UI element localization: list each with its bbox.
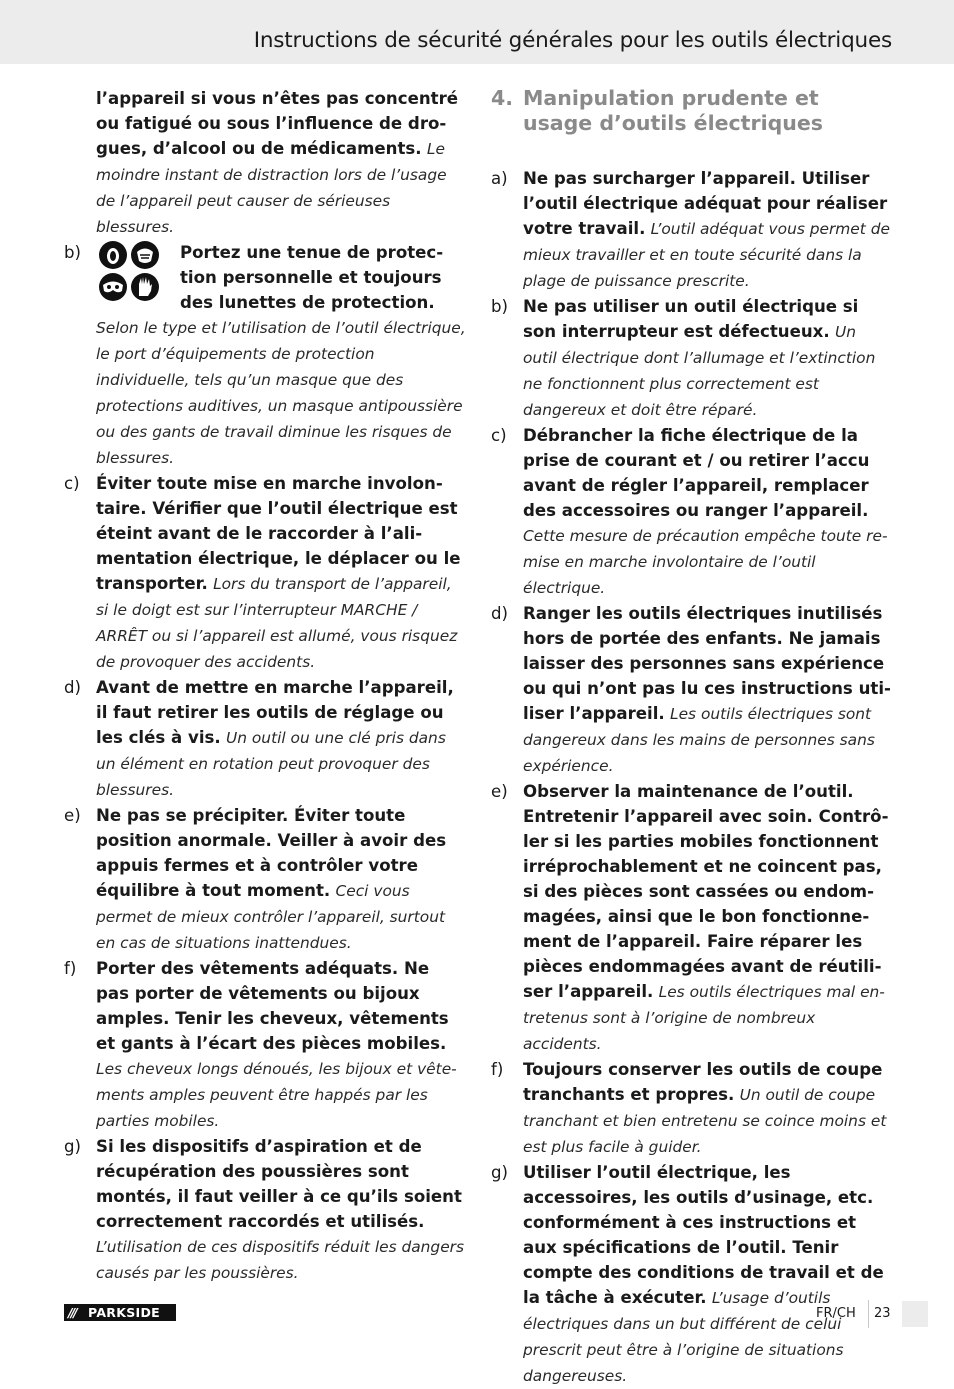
dust-mask-icon (131, 241, 159, 269)
item-italic-text: Les outils électriques mal entretenus sont à l’origine de nombreux accidents. (523, 983, 885, 1053)
section-heading (489, 86, 893, 136)
item-bold-text: Utiliser l’outil électrique, les accessoires, les outils d’usinage, etc. conformément à ces instructions et aux spécifications de l’outil. Tenir compte des conditions de travail et de la tâche à exécuter. (523, 1163, 884, 1307)
item-bold-text: Si les dispositifs d’aspiration et de récupération des poussières sont montés, il faut veiller à ce qu’ils soient correctement raccordés et utilisés. (96, 1137, 462, 1231)
logo-text: PARKSIDE (88, 1305, 160, 1320)
item-bold-text: Observer la maintenance de l’outil. Entretenir l’appareil avec soin. Contrôler si les parties mobiles fonctionnent irréprochablement et ne coincent pas, si des pièces sont cassées ou endommagées, ainsi que le bon fonctionnement de l’appareil. Faire réparer les pièces endommagées avant de réutiliser l’appareil. (523, 782, 889, 1001)
item-label: e) (64, 806, 81, 825)
item-italic-text: Selon le type et l’utilisation de l’outil électrique, le port d’équipements de protection individuelle, tels qu’un masque que des protections auditives, un masque antipoussière ou des gants de travail diminue les risques de blessures. (96, 319, 466, 467)
ear-protection-icon (99, 241, 127, 269)
gloves-icon (131, 273, 159, 301)
item-bold-text: Éviter toute mise en marche involontaire. Vérifier que l’outil électrique est éteint avant de le raccorder à l’alimentation électrique, le déplacer ou le transporter. (96, 474, 461, 593)
item-italic-text: L’usage d’outils électriques dans un but différent de celui prescrit peut être à l’origine de situations dangereuses. (523, 1289, 844, 1385)
left-column (62, 86, 466, 1286)
list-item-e (62, 803, 466, 956)
item-italic-text: Le moindre instant de distraction lors de l’usage de l’appareil peut causer de sérieuses blessures. (96, 140, 447, 236)
eye-protection-icon (99, 273, 127, 301)
item-italic-text: Ceci vous permet de mieux contrôler l’appareil, surtout en cas de situations inattendues. (96, 882, 445, 952)
section-title-text: Manipulation prudente et usage d’outils électriques (523, 86, 823, 135)
section-number: 4. (491, 86, 514, 110)
footer-tab-marker (902, 1301, 928, 1327)
item-italic-text: Cette mesure de précaution empêche toute remise en marche involontaire de l’outil électrique. (523, 527, 888, 597)
item-label: f) (491, 1060, 504, 1079)
item-bold-text: Ne pas se précipiter. Éviter toute position anormale. Veiller à avoir des appuis fermes et à contrôler votre équilibre à tout moment. (96, 806, 447, 900)
right-column (489, 86, 893, 1389)
ppe-icons (98, 240, 160, 302)
item-label: d) (64, 678, 82, 697)
list-item-b (489, 294, 893, 423)
item-label: g) (491, 1163, 509, 1182)
list-item-continuation (62, 86, 466, 240)
item-bold-text: Avant de mettre en marche l’appareil, il faut retirer les outils de réglage ou les clés à vis. (96, 678, 454, 747)
item-italic-text: Les outils électriques sont dangereux dans les mains de personnes sans expérience. (523, 705, 875, 775)
item-bold-text: Débrancher la fiche électrique de la prise de courant et / ou retirer l’accu avant de régler l’appareil, remplacer des accessoires ou ranger l’appareil. (523, 426, 870, 520)
list-item-f (62, 956, 466, 1134)
page-header (0, 0, 954, 64)
parkside-logo (64, 1304, 176, 1321)
item-bold-text: Portez une tenue de protection personnelle et toujours des lunettes de protection. (180, 243, 444, 312)
item-label: b) (64, 243, 82, 262)
list-item-e (489, 779, 893, 1057)
item-italic-text: Un outil de coupe tranchant et bien entretenu se coince moins et est plus facile à guider. (523, 1086, 887, 1156)
item-bold-text: Ne pas utiliser un outil électrique si son interrupteur est défectueux. (523, 297, 859, 341)
item-label: f) (64, 959, 77, 978)
item-label: a) (491, 169, 508, 188)
page-title: Instructions de sécurité générales pour les outils électriques (253, 28, 892, 53)
list-item-d (62, 675, 466, 803)
logo-stripes: /// (68, 1305, 76, 1320)
item-label: d) (491, 604, 509, 623)
list-item-f (489, 1057, 893, 1160)
item-label: c) (64, 474, 80, 493)
item-italic-text: Un outil ou une clé pris dans un élément en rotation peut provoquer des blessures. (96, 729, 446, 799)
item-italic-text: Un outil électrique dont l’allumage et l’extinction ne fonctionnent plus correctement est dangereux et doit être réparé. (523, 323, 876, 419)
item-label: e) (491, 782, 508, 801)
item-label: g) (64, 1137, 82, 1156)
list-item-c (489, 423, 893, 601)
item-label: c) (491, 426, 507, 445)
item-italic-text: L’utilisation de ces dispositifs réduit les dangers causés par les poussières. (96, 1238, 465, 1282)
item-bold-text: Ne pas surcharger l’appareil. Utiliser l’outil électrique adéquat pour réaliser votre travail. (523, 169, 888, 238)
list-item-g (62, 1134, 466, 1286)
item-bold-text: Toujours conserver les outils de coupe tranchants et propres. (523, 1060, 883, 1104)
item-italic-text: Les cheveux longs dénoués, les bijoux et vêtements amples peuvent être happés par les parties mobiles. (96, 1060, 457, 1130)
item-bold-text: Ranger les outils électriques inutilisés hors de portée des enfants. Ne jamais laisser des personnes sans expérience ou qui n’ont pas lu ces instructions utiliser l’appareil. (523, 604, 891, 723)
item-bold-text: Porter des vêtements adéquats. Ne pas porter de vêtements ou bijoux amples. Tenir les cheveux, vêtements et gants à l’écart des pièces mobiles. (96, 959, 449, 1053)
list-item-b (62, 240, 466, 471)
list-item-c (62, 471, 466, 675)
footer-divider (868, 1300, 869, 1328)
language-code: FR/CH (816, 1306, 856, 1321)
item-italic-text: L’outil adéquat vous permet de mieux travailler et en toute sécurité dans la plage de puissance prescrite. (523, 220, 890, 290)
list-item-g (489, 1160, 893, 1389)
item-bold-text: l’appareil si vous n’êtes pas concentré ou fatigué ou sous l’influence de drogues, d’alcool ou de médicaments. (96, 89, 459, 158)
page-number: 23 (874, 1306, 891, 1321)
list-item-d (489, 601, 893, 779)
list-item-a (489, 166, 893, 294)
item-italic-text: Lors du transport de l’appareil, si le doigt est sur l’interrupteur MARCHE / ARRÊT ou si l’appareil est allumé, vous risquez de provoquer des accidents. (96, 575, 458, 671)
item-label: b) (491, 297, 509, 316)
